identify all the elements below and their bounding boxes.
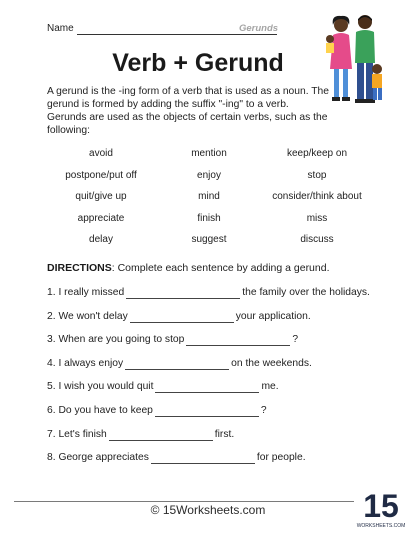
verb-item: mind <box>198 191 220 202</box>
verb-item: finish <box>197 212 221 224</box>
sentence-start: 4. I always enjoy <box>47 357 124 369</box>
directions <box>47 262 377 274</box>
sentence-end: on the weekends. <box>231 357 312 369</box>
sentence-end: ? <box>260 404 267 416</box>
logo-caption: WORKSHEETS.COM <box>356 523 406 529</box>
verb-item: consider/think about <box>272 191 362 202</box>
verb-item: mention <box>191 148 227 159</box>
sentence-item <box>47 358 377 382</box>
answer-blank[interactable] <box>155 381 259 393</box>
footer-copyright[interactable]: © 15Worksheets.com <box>150 503 266 517</box>
sentence-start: 3. When are you going to stop <box>47 334 185 346</box>
topic-label: Gerunds <box>239 23 279 34</box>
answer-blank[interactable] <box>109 429 213 441</box>
mother-legs <box>334 69 339 97</box>
sentence-item <box>47 405 377 429</box>
verb-item: enjoy <box>197 169 221 181</box>
logo-number: 15 <box>363 488 399 524</box>
sentence-start: 7. Let's finish <box>47 428 107 440</box>
verb-item: appreciate <box>77 212 125 224</box>
answer-blank[interactable] <box>186 334 290 346</box>
sentence-end: your application. <box>235 310 311 322</box>
sentence-end: first. <box>214 428 235 440</box>
sentence-end: me. <box>261 381 279 393</box>
sentence-end: the family over the holidays. <box>242 287 370 298</box>
verb-item: postpone/put off <box>65 169 137 181</box>
sentence-start: 8. George appreciates <box>47 452 149 464</box>
sentence-start: 2. We won't delay <box>47 310 128 322</box>
answer-blank[interactable] <box>126 287 240 299</box>
sentence-end: for people. <box>256 452 306 464</box>
verb-item: stop <box>307 169 327 181</box>
footer-divider <box>14 501 354 502</box>
answer-blank[interactable] <box>151 452 255 464</box>
directions-label: DIRECTIONS <box>47 262 112 274</box>
sentence-item <box>47 287 377 311</box>
answer-blank[interactable] <box>125 358 229 370</box>
sentence-item <box>47 334 377 358</box>
sentence-end: ? <box>292 334 299 346</box>
sentence-start: 6. Do you have to keep <box>47 404 153 416</box>
header <box>47 23 347 37</box>
sentence-item <box>47 429 377 453</box>
verb-item: keep/keep on <box>286 148 348 159</box>
verb-item: avoid <box>89 148 113 159</box>
father-legs <box>357 63 364 99</box>
sentence-start: 5. I wish you would quit <box>47 381 154 393</box>
sentence-list <box>47 287 377 476</box>
name-label: Name <box>47 23 74 34</box>
verb-item: delay <box>89 234 113 245</box>
answer-blank[interactable] <box>130 311 234 323</box>
verb-item: miss <box>306 212 328 224</box>
father-shirt <box>355 30 375 63</box>
sentence-start: 1. I really missed <box>47 287 125 298</box>
verb-item: suggest <box>191 234 227 245</box>
answer-blank[interactable] <box>155 405 259 417</box>
child-head <box>326 35 334 43</box>
sentence-item <box>47 311 377 335</box>
verb-item: quit/give up <box>75 191 127 202</box>
name-line <box>77 34 277 35</box>
father-head <box>358 15 372 29</box>
page-title: Verb + Gerund <box>112 49 284 77</box>
worksheets-logo-icon <box>356 484 406 530</box>
intro-paragraph: A gerund is the -ing form of a verb that is used as a noun. The gerund is formed by adding the suffix "-ing" to a verb. Gerunds are used as the objects of certain verbs, such as the following: <box>47 86 329 136</box>
directions-text: : Complete each sentence by adding a gerund. <box>111 262 330 274</box>
verb-item: discuss <box>300 234 334 245</box>
sentence-item <box>47 381 377 405</box>
sentence-item <box>47 452 377 476</box>
boy-head <box>372 64 382 74</box>
verb-list <box>47 143 371 249</box>
